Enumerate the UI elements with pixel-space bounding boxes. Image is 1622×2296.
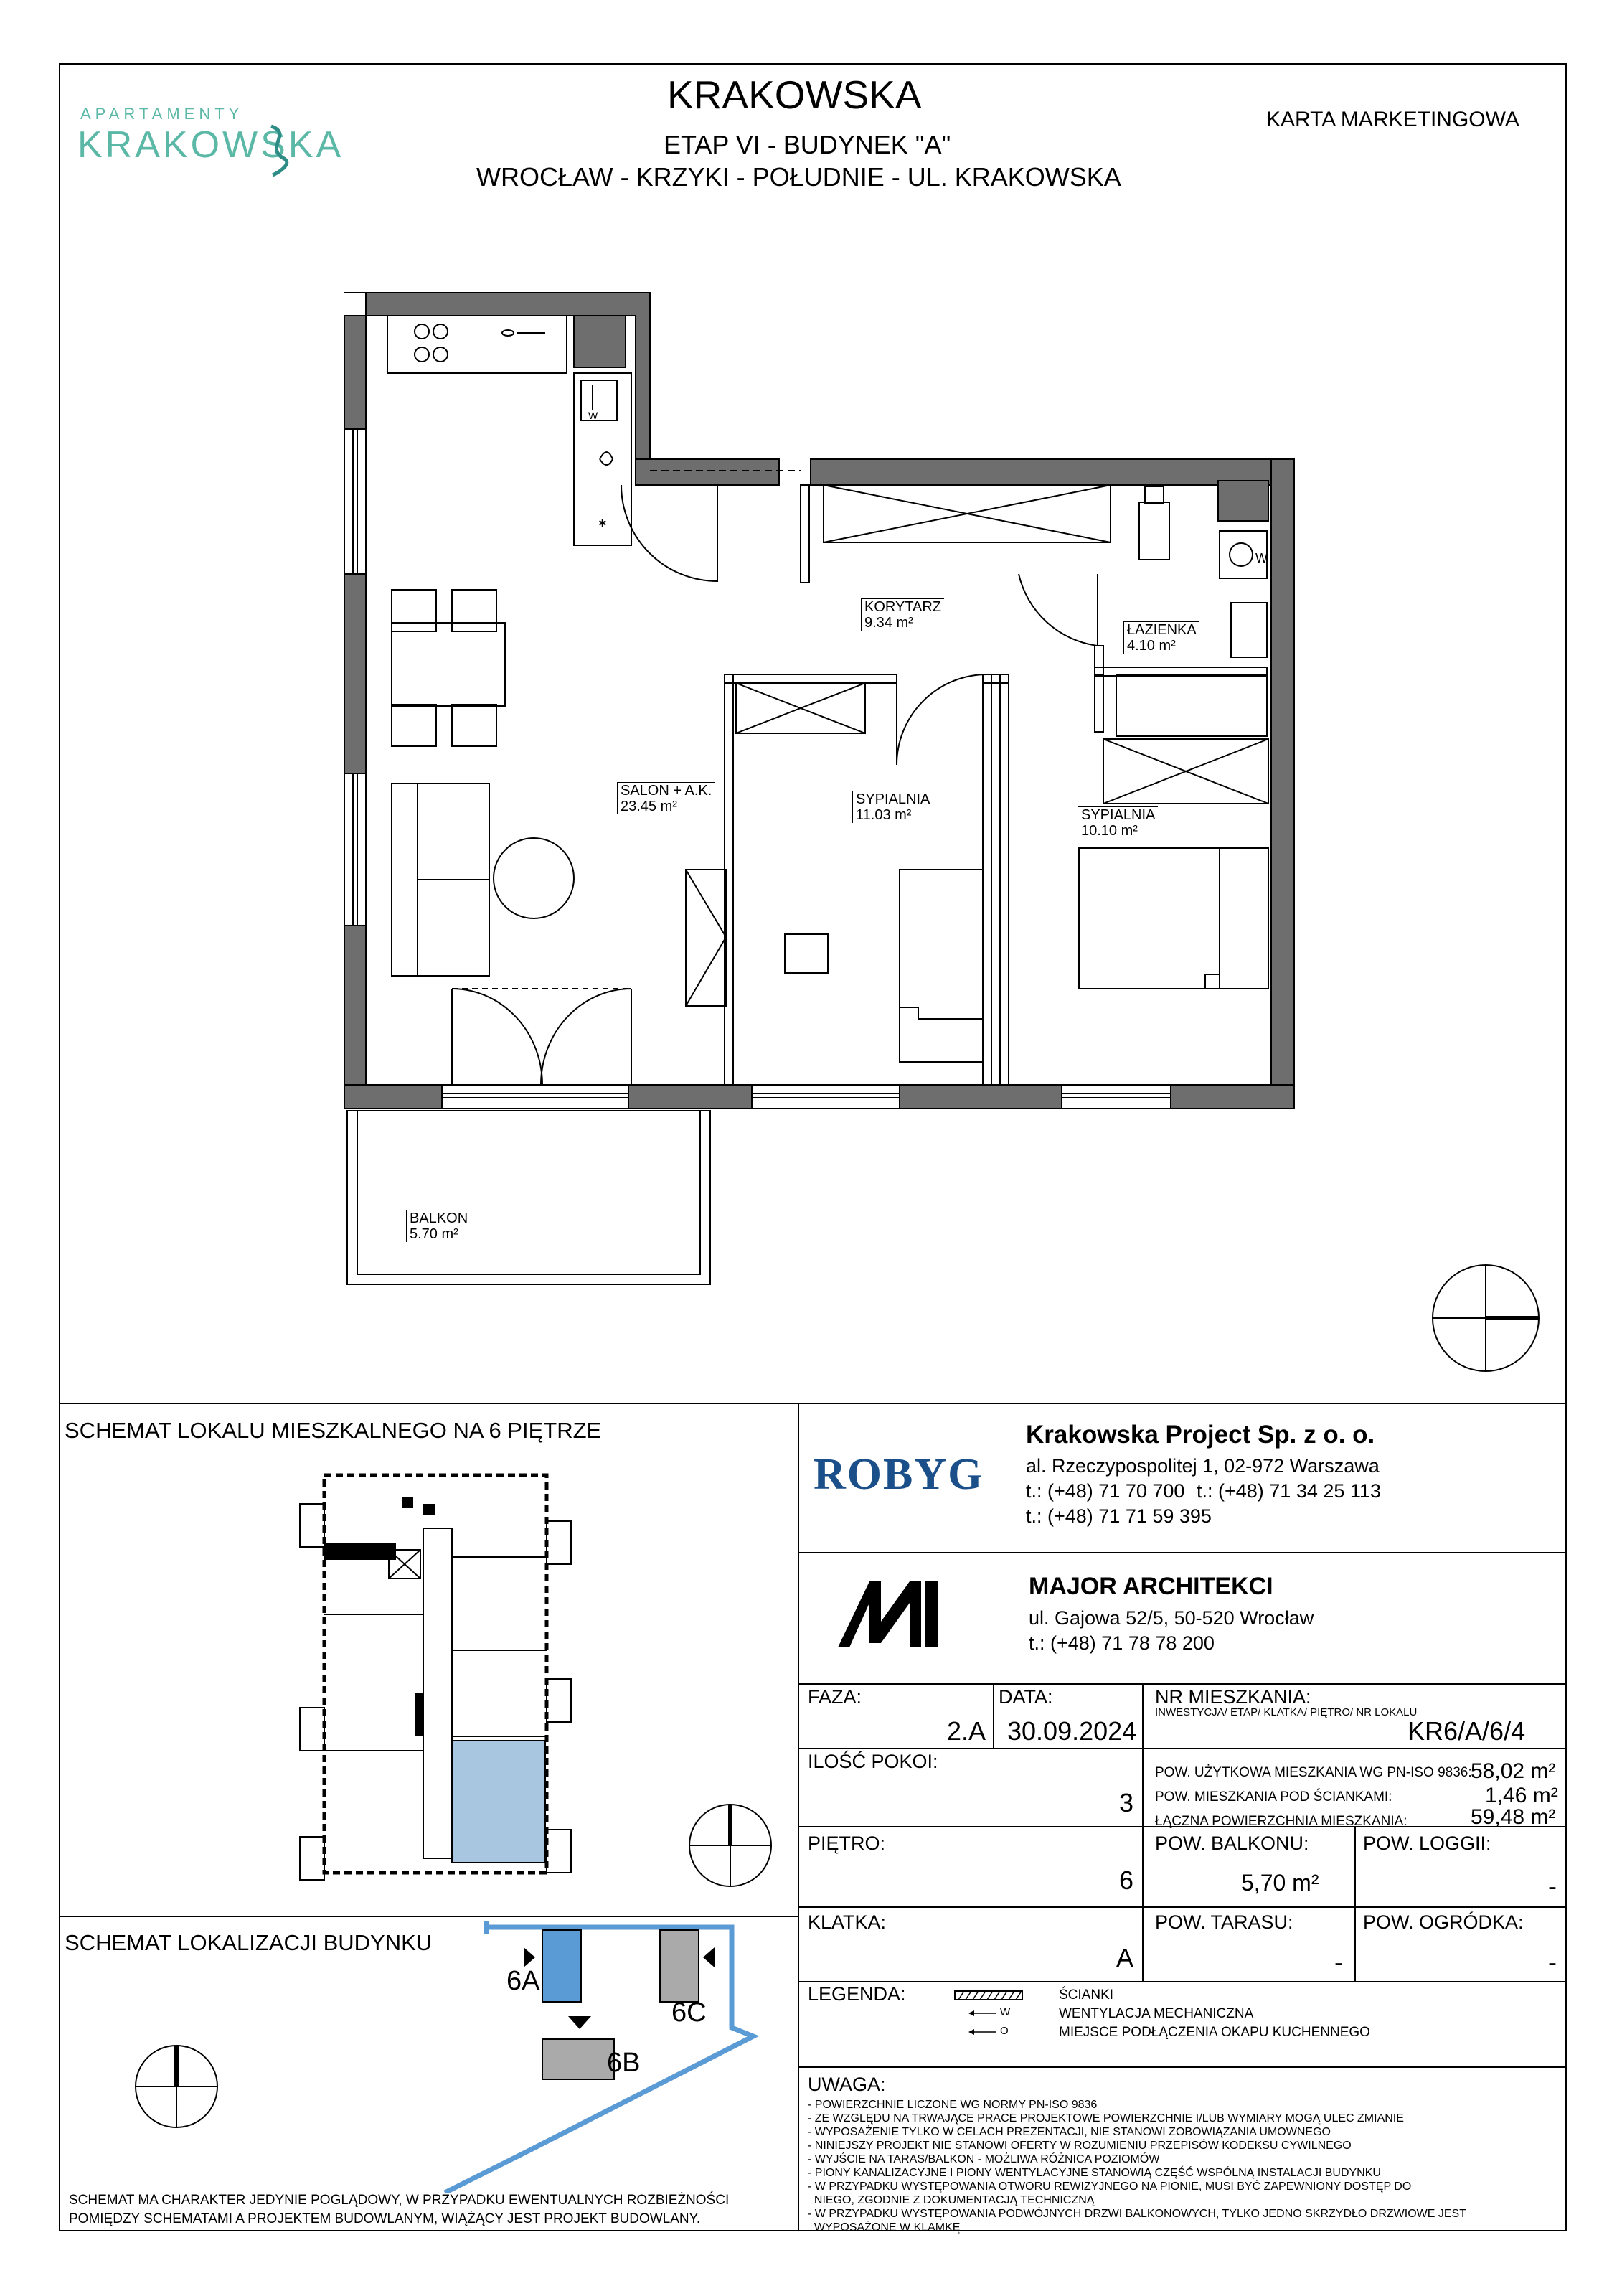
divider-major [798, 1683, 1567, 1685]
wall-corr-top [636, 459, 779, 485]
brand-logo-big: KRAKOWSKA [77, 124, 344, 166]
area1-label: POW. UŻYTKOWA MIESZKANIA WG PN-ISO 9836: [1155, 1765, 1472, 1780]
divider-v-3 [1354, 1826, 1356, 1981]
data-label: DATA: [999, 1686, 1053, 1708]
location-map [402, 1920, 775, 2193]
hood-icon [968, 2025, 1012, 2039]
divider-col [798, 1403, 799, 2231]
label-6a: 6A [506, 1966, 540, 1996]
faza-label: FAZA: [808, 1686, 862, 1708]
compass-icon [1430, 1263, 1541, 1373]
vent-icon [968, 2006, 1012, 2020]
pokoi-value: 3 [1119, 1788, 1134, 1817]
window-west-2 [344, 773, 366, 926]
wall-int-5 [983, 674, 1009, 683]
svg-text:✱: ✱ [598, 517, 607, 529]
wall-int-3 [983, 674, 991, 1085]
ogrodek-value: - [1548, 1947, 1557, 1977]
wall-west-1 [344, 316, 366, 429]
area3-value: 59,48 m² [1471, 1805, 1556, 1829]
window-bottom-1 [442, 1085, 628, 1109]
brand-logo-small: APARTAMENTY [80, 105, 244, 123]
klatka-value: A [1116, 1943, 1134, 1972]
svg-text:W: W [1255, 551, 1268, 565]
room-label-lazienka: ŁAZIENKA 4.10 m² [1123, 621, 1199, 654]
location-title: SCHEMAT LOKALIZACJI BUDYNKU [65, 1930, 433, 1955]
doc-type: KARTA MARKETINGOWA [1266, 108, 1519, 131]
vent-shaft [574, 316, 626, 367]
wall-bottom-4 [1171, 1085, 1294, 1109]
svg-text:W: W [588, 410, 598, 421]
page-address: WROCŁAW - KRZYKI - POŁUDNIE - UL. KRAKOWSKA [476, 162, 1121, 192]
apartment-highlight [452, 1741, 545, 1863]
wall-bottom-2 [628, 1085, 752, 1109]
taras-value: - [1334, 1947, 1343, 1977]
pokoi-label: ILOŚĆ POKOI: [808, 1751, 938, 1772]
building-6a [542, 1930, 581, 2002]
note-line: - W PRZYPADKU WYSTĘPOWANIA PODWÓJNYCH DRZWI BALKONOWYCH, TYLKO JEDNO SKRZYDŁO DRZWIOWE JEST [808, 2208, 1466, 2220]
balkon-value: 5,70 m² [1241, 1870, 1319, 1896]
ogrodek-label: POW. OGRÓDKA: [1363, 1911, 1524, 1933]
schema-compass-icon [687, 1802, 773, 1888]
toilet [1139, 502, 1169, 560]
wall-int-kitchen [801, 485, 809, 583]
room-label-sypialnia-1: SYPIALNIA 11.03 m² [852, 791, 933, 823]
notes-list [808, 2098, 1554, 2234]
notes-title: UWAGA: [808, 2074, 886, 2095]
pietro-label: PIĘTRO: [808, 1832, 886, 1854]
page-subtitle: ETAP VI - BUDYNEK "A" [664, 130, 951, 159]
legend-vent: WENTYLACJA MECHANICZNA [1059, 2006, 1254, 2021]
building-6c [660, 1930, 699, 2002]
data-value: 30.09.2024 [1007, 1716, 1137, 1746]
wall-int-8 [1095, 646, 1103, 674]
taras-label: POW. TARASU: [1155, 1911, 1293, 1933]
building-6b [542, 2039, 614, 2079]
note-line: NIEGO, ZGODNIE Z DOKUMENTACJĄ TECHNICZNĄ [808, 2194, 1095, 2206]
bed-2 [1079, 848, 1268, 989]
nr-value: KR6/A/6/4 [1408, 1716, 1526, 1746]
coffee-table [494, 838, 574, 918]
balcony [347, 1111, 710, 1284]
divider-info-4 [798, 1981, 1567, 1982]
schema-title: SCHEMAT LOKALU MIESZKALNEGO NA 6 PIĘTRZE [65, 1418, 602, 1443]
location-compass-icon [133, 2043, 220, 2130]
developer-phone-3: t.: (+48) 71 71 59 395 [1026, 1505, 1212, 1527]
label-6b: 6B [607, 2048, 641, 2078]
divider-robyg [798, 1552, 1567, 1553]
architect-address: ul. Gajowa 52/5, 50-520 Wrocław [1029, 1607, 1314, 1629]
area2-value: 1,46 m² [1485, 1784, 1558, 1807]
disclaimer-line-1: SCHEMAT MA CHARAKTER JEDYNIE POGLĄDOWY, W PRZYPADKU EWENTUALNYCH ROZBIEŻNOŚCI [69, 2193, 730, 2208]
nr-sublabel: INWESTYCJA/ ETAP/ KLATKA/ PIĘTRO/ NR LOKALU [1155, 1706, 1418, 1718]
vent-symbol: W [1000, 2006, 1011, 2018]
nr-label: NR MIESZKANIA: [1155, 1686, 1311, 1708]
developer-phone-1: t.: (+48) 71 70 700 [1026, 1480, 1185, 1502]
wall-east [1271, 459, 1294, 1109]
note-line: - WYJŚCIE NA TARAS/BALKON - MOŻLIWA RÓŻNICA POZIOMÓW [808, 2153, 1160, 2165]
loggia-label: POW. LOGGII: [1363, 1832, 1491, 1854]
legend-walls: ŚCIANKI [1059, 1987, 1114, 2003]
area3-label: ŁĄCZNA POWIERZCHNIA MIESZKANIA: [1155, 1814, 1408, 1829]
legend-title: LEGENDA: [808, 1983, 906, 2005]
room-label-sypialnia-2: SYPIALNIA 10.10 m² [1078, 806, 1158, 839]
architect-phone: t.: (+48) 71 78 78 200 [1029, 1632, 1215, 1654]
faza-value: 2.A [947, 1716, 986, 1746]
room-label-salon: SALON + A.K. 23.45 m² [617, 782, 715, 814]
area1-value: 58,02 m² [1471, 1759, 1556, 1783]
developer-address: al. Rzeczypospolitej 1, 02-972 Warszawa [1026, 1455, 1380, 1477]
bed-1 [900, 870, 983, 1062]
vent-shaft-2 [1218, 481, 1268, 521]
divider-info-3 [798, 1906, 1567, 1908]
note-line: - WYPOSAŻENIE TYLKO W CELACH PREZENTACJI, NIE STANOWI ZOBOWIĄZANIA UMOWNEGO [808, 2126, 1331, 2138]
label-6c: 6C [671, 1998, 707, 2028]
major-logo-icon [838, 1578, 953, 1650]
floor-schema [287, 1464, 588, 1894]
note-line: - PIONY KANALIZACYJNE I PIONY WENTYLACYJNE STANOWIĄ CZĘŚĆ WSPÓLNĄ INSTALACJI BUDYNKU [808, 2167, 1381, 2179]
note-line: - W PRZYPADKU WYSTĘPOWANIA OTWORU REWIZYJNEGO NA PIONIE, MUSI BYĆ ZAPEWNIONY DOSTĘP DO [808, 2180, 1412, 2193]
pietro-value: 6 [1119, 1866, 1134, 1895]
legend-wall-icon [954, 1990, 1023, 2000]
legend-hood: MIEJSCE PODŁĄCZENIA OKAPU KUCHENNEGO [1059, 2025, 1370, 2040]
divider-left-mid [59, 1916, 798, 1917]
developer-name: Krakowska Project Sp. z o. o. [1026, 1421, 1375, 1449]
page-title: KRAKOWSKA [667, 72, 922, 117]
divider-info-1 [798, 1748, 1567, 1749]
area2-label: POW. MIESZKANIA POD ŚCIANKAMI: [1155, 1789, 1392, 1805]
architect-name: MAJOR ARCHITEKCI [1029, 1573, 1273, 1600]
wall-int-6 [1095, 674, 1103, 732]
room-label-balkon: BALKON 5.70 m² [406, 1210, 471, 1242]
sink [1231, 603, 1267, 657]
divider-info-5 [798, 2066, 1567, 2068]
robyg-logo: ROBYG [814, 1450, 984, 1499]
desk [686, 870, 726, 1006]
note-line: WYPOSAŻONE W KLAMKĘ [808, 2221, 961, 2234]
disclaimer-line-2: POMIĘDZY SCHEMATAMI A PROJEKTEM BUDOWLANYM, WIĄŻĄCY JEST PROJEKT BUDOWLANY. [69, 2211, 701, 2226]
wall-int-2 [725, 674, 897, 683]
wall-west-2 [344, 574, 366, 773]
note-line: - ZE WZGLĘDU NA TRWAJĄCE PRACE PROJEKTOWE POWIERZCHNIE I/LUB WYMIARY MOGĄ ULEC ZMIANIE [808, 2112, 1404, 2125]
klatka-label: KLATKA: [808, 1911, 887, 1933]
wall-bottom-1 [344, 1085, 442, 1109]
window-bottom-2 [752, 1085, 900, 1109]
note-line: - POWIERZCHNIE LICZONE WG NORMY PN-ISO 9836 [808, 2099, 1098, 2111]
wall-int-4 [1000, 674, 1009, 1085]
wall-bottom-3 [900, 1085, 1062, 1109]
divider-main [59, 1403, 1567, 1404]
hood-symbol: O [1000, 2025, 1009, 2037]
divider-v-1 [993, 1683, 994, 1748]
window-west-1 [344, 429, 366, 574]
loggia-value: - [1548, 1871, 1557, 1901]
balkon-label: POW. BALKONU: [1155, 1832, 1309, 1854]
divider-v-2 [1142, 1683, 1144, 1981]
developer-phone-2: t.: (+48) 71 34 25 113 [1197, 1480, 1381, 1502]
room-label-korytarz: KORYTARZ 9.34 m² [861, 598, 944, 631]
bathtub [1116, 674, 1267, 736]
window-bottom-3 [1062, 1085, 1171, 1109]
wall-west-3 [344, 926, 366, 1109]
dining-table [392, 623, 505, 706]
note-line: - NINIEJSZY PROJEKT NIE STANOWI OFERTY W ROZUMIENIU PRZEPISÓW KODEKSU CYWILNEGO [808, 2140, 1352, 2152]
kitchen-counter [387, 316, 567, 373]
